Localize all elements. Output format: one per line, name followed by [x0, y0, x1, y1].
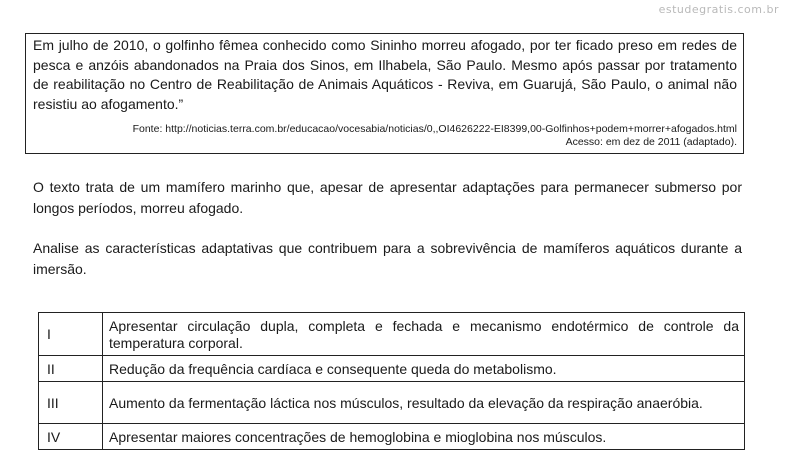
quote-source — [33, 123, 737, 149]
item-numeral: III — [39, 382, 103, 424]
item-text: Apresentar circulação dupla, completa e fechada e mecanismo endotérmico de controle da temperatura corporal. — [103, 313, 745, 356]
table-row — [39, 424, 745, 450]
item-numeral: IV — [39, 424, 103, 450]
source-url: Fonte: http://noticias.terra.com.br/educacao/vocesabia/noticias/0,,OI4626222-EI8399,00-Golfinhos+podem+morrer+afogados.html — [132, 123, 737, 135]
table-row — [39, 382, 745, 424]
item-numeral: II — [39, 356, 103, 382]
instruction-paragraph: Analise as características adaptativas que contribuem para a sobrevivência de mamíferos aquáticos durante a imersão. — [33, 240, 742, 277]
source-access: Acesso: em dez de 2011 (adaptado). — [565, 136, 737, 148]
item-numeral: I — [39, 313, 103, 356]
quote-box — [25, 33, 744, 154]
table-row — [39, 313, 745, 356]
item-text: Apresentar maiores concentrações de hemoglobina e mioglobina nos músculos. — [103, 424, 745, 450]
quote-text: Em julho de 2010, o golfinho fêmea conhecido como Sininho morreu afogado, por ter ficado preso em redes de pesca e anzóis abandonados na Praia dos Sinos, em Ilhabela, São Paulo. Mesmo após passar por tratamento de reabilitação no Centro de Reabilitação de Animais Aquáticos - Reviva, em Guarujá, São Paulo, o animal não resistiu ao afogamento.” — [33, 37, 737, 112]
intro-paragraph: O texto trata de um mamífero marinho que, apesar de apresentar adaptações para permanecer submerso por longos períodos, morreu afogado. — [33, 179, 742, 216]
item-text: Redução da frequência cardíaca e consequente queda do metabolismo. — [103, 356, 745, 382]
items-table — [38, 312, 745, 450]
table-row — [39, 356, 745, 382]
watermark: estudegratis.com.br — [658, 3, 779, 16]
item-text: Aumento da fermentação láctica nos músculos, resultado da elevação da respiração anaeróbia. — [103, 382, 745, 424]
